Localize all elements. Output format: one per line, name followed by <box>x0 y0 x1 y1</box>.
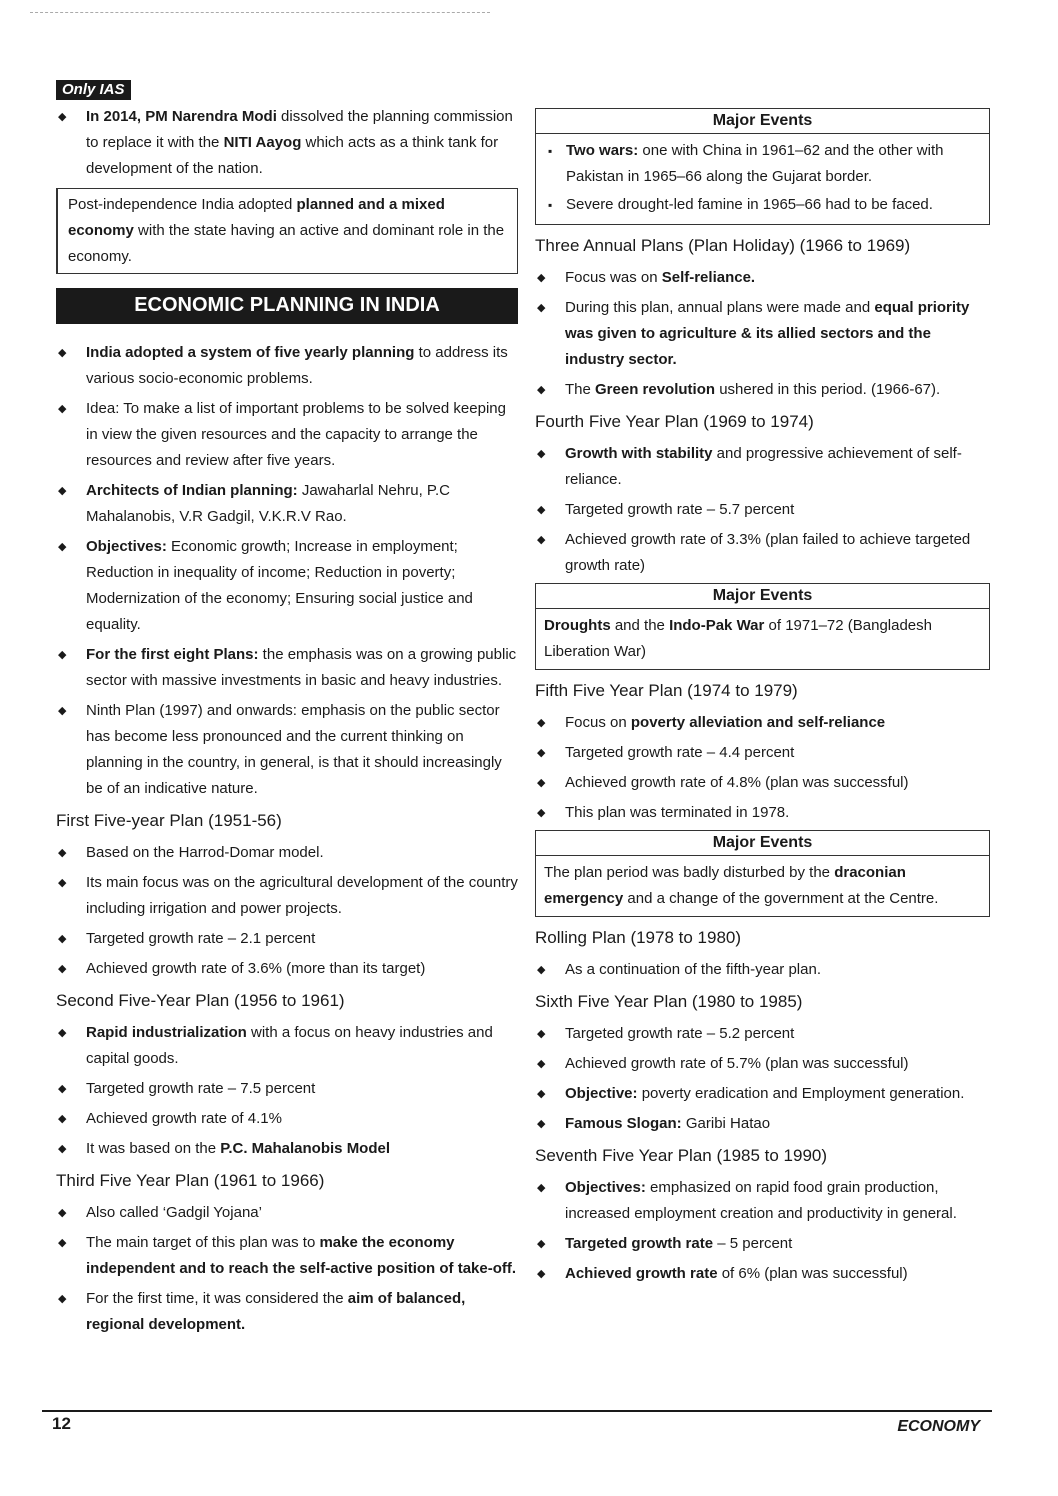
plan1-heading: First Five-year Plan (1951-56) <box>56 811 282 830</box>
plan3-list <box>56 1200 518 1338</box>
list-item: ◆ In 2014, PM Narendra Modi dissolved the planning commission to replace it with the NITI Aayog which acts as a think tank for development of the nation. <box>56 104 518 182</box>
list-item: ◆ Also called ‘Gadgil Yojana’ <box>56 1200 518 1226</box>
list-item: ◆ Focus on poverty alleviation and self-reliance <box>535 710 990 736</box>
footer-subject: ECONOMY <box>897 1418 980 1435</box>
list-item: ◆ For the first time, it was considered the aim of balanced, regional development. <box>56 1286 518 1338</box>
list-item: ◆ Achieved growth rate of 3.6% (more than its target) <box>56 956 518 982</box>
section-banner: ECONOMIC PLANNING IN INDIA <box>56 288 518 324</box>
plan5-list <box>535 710 990 826</box>
note-box: Post-independence India adopted planned and a mixed economy with the state having an active and dominant role in the economy. <box>56 188 518 274</box>
list-item: ◆ For the first eight Plans: the emphasis was on a growing public sector with massive investments in basic and heavy industries. <box>56 642 518 694</box>
plan6-list <box>535 1021 990 1137</box>
list-item: ◆ Achieved growth rate of 4.1% <box>56 1106 518 1132</box>
list-item: ◆ Objectives: Economic growth; Increase in employment; Reduction in inequality of income; Reduction in poverty; Modernization of the economy; Ensuring social justice and equality. <box>56 534 518 638</box>
right-column <box>535 106 990 1291</box>
list-item: ◆ Rapid industrialization with a focus on heavy industries and capital goods. <box>56 1020 518 1072</box>
list-item: ◆ Focus was on Self-reliance. <box>535 265 990 291</box>
plan2-heading: Second Five-Year Plan (1956 to 1961) <box>56 991 345 1010</box>
list-item: ◆ Targeted growth rate – 4.4 percent <box>535 740 990 766</box>
plan4-heading: Fourth Five Year Plan (1969 to 1974) <box>535 412 814 431</box>
major-events-box-2: Major Events Droughts and the Indo-Pak War of 1971–72 (Bangladesh Liberation War) <box>535 583 990 670</box>
rolling-plan-heading: Rolling Plan (1978 to 1980) <box>535 928 742 947</box>
list-item: ◆ Objectives: emphasized on rapid food grain production, increased employment creation and productivity in general. <box>535 1175 990 1227</box>
list-item: ◆ Based on the Harrod-Domar model. <box>56 840 518 866</box>
list-item: ◆ Objective: poverty eradication and Employment generation. <box>535 1081 990 1107</box>
list-item: ◆ Achieved growth rate of 6% (plan was successful) <box>535 1261 990 1287</box>
events-heading: Major Events <box>536 831 989 856</box>
list-item: ◆ Targeted growth rate – 5.2 percent <box>535 1021 990 1047</box>
list-item: ◆ Achieved growth rate of 5.7% (plan was successful) <box>535 1051 990 1077</box>
plan3-heading: Third Five Year Plan (1961 to 1966) <box>56 1171 325 1190</box>
list-item: ▪ Two wars: one with China in 1961–62 and the other with Pakistan in 1965–66 along the Gujarat border. <box>544 138 981 190</box>
list-item: ◆ Targeted growth rate – 5.7 percent <box>535 497 990 523</box>
list-item: ◆ Famous Slogan: Garibi Hatao <box>535 1111 990 1137</box>
plan4-list <box>535 441 990 579</box>
major-events-box-3: Major Events The plan period was badly disturbed by the draconian emergency and a change of the government at the Centre. <box>535 830 990 917</box>
plan2-list <box>56 1020 518 1162</box>
list-item: ◆ India adopted a system of five yearly planning to address its various socio-economic problems. <box>56 340 518 392</box>
list-item: ◆ The main target of this plan was to make the economy independent and to reach the self-active position of take-off. <box>56 1230 518 1282</box>
list-item: ◆ Achieved growth rate of 4.8% (plan was successful) <box>535 770 990 796</box>
list-item: ◆ As a continuation of the fifth-year plan. <box>535 957 990 983</box>
events-heading: Major Events <box>536 584 989 609</box>
events-heading: Major Events <box>536 109 989 134</box>
rolling-plan-list <box>535 957 990 983</box>
list-item: ◆ The Green revolution ushered in this period. (1966-67). <box>535 377 990 403</box>
annual-plans-list <box>535 265 990 403</box>
list-item: ◆ Architects of Indian planning: Jawaharlal Nehru, P.C Mahalanobis, V.R Gadgil, V.K.R.V Rao. <box>56 478 518 530</box>
footer-rule <box>42 1410 992 1412</box>
top-edge-rule <box>30 12 490 13</box>
left-column <box>56 80 518 1342</box>
plan5-heading: Fifth Five Year Plan (1974 to 1979) <box>535 681 798 700</box>
list-item: ◆ It was based on the P.C. Mahalanobis Model <box>56 1136 518 1162</box>
annual-plans-heading: Three Annual Plans (Plan Holiday) (1966 to 1969) <box>535 236 911 255</box>
plan7-list <box>535 1175 990 1287</box>
intro-list <box>56 104 518 182</box>
list-item: ◆ This plan was terminated in 1978. <box>535 800 990 826</box>
list-item: ▪ Severe drought-led famine in 1965–66 had to be faced. <box>544 192 981 218</box>
plan6-heading: Sixth Five Year Plan (1980 to 1985) <box>535 992 803 1011</box>
list-item: ◆ Achieved growth rate of 3.3% (plan failed to achieve targeted growth rate) <box>535 527 990 579</box>
list-item: ◆ Targeted growth rate – 7.5 percent <box>56 1076 518 1102</box>
major-events-box-1 <box>535 108 990 225</box>
plan7-heading: Seventh Five Year Plan (1985 to 1990) <box>535 1146 828 1165</box>
planning-list <box>56 340 518 802</box>
page-number: 12 <box>52 1414 71 1433</box>
list-item: ◆ Idea: To make a list of important problems to be solved keeping in view the given resources and the capacity to arrange the resources and review after five years. <box>56 396 518 474</box>
plan1-list <box>56 840 518 982</box>
list-item: ◆ Targeted growth rate – 5 percent <box>535 1231 990 1257</box>
list-item: ◆ Growth with stability and progressive achievement of self-reliance. <box>535 441 990 493</box>
list-item: ◆ Ninth Plan (1997) and onwards: emphasis on the public sector has become less pronounced and the current thinking on planning in the country, in general, is that it should increasingly be of an indicative nature. <box>56 698 518 802</box>
list-item: ◆ During this plan, annual plans were made and equal priority was given to agriculture & its allied sectors and the industry sector. <box>535 295 990 373</box>
list-item: ◆ Its main focus was on the agricultural development of the country including irrigation and power projects. <box>56 870 518 922</box>
only-ias-tag: Only IAS <box>56 80 131 100</box>
list-item: ◆ Targeted growth rate – 2.1 percent <box>56 926 518 952</box>
